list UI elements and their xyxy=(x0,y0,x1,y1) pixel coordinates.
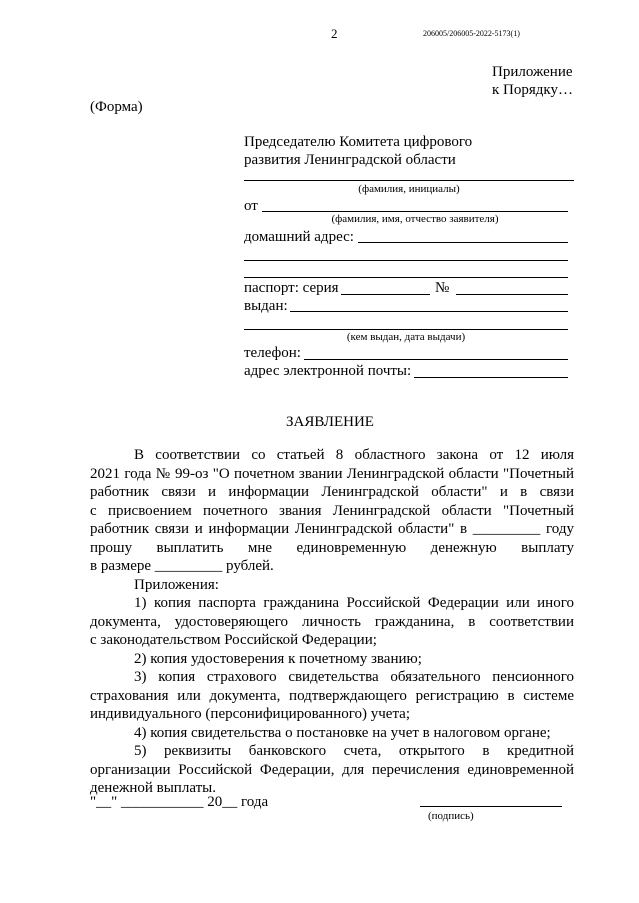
para1-line-2: 2021 года № 99-оз "О почетном звании Ленинградской области "Почетный xyxy=(90,465,574,482)
attachment-5-line-2: организации Российской Федерации, для перечисления единовременной xyxy=(90,761,574,778)
passport-series-line xyxy=(341,294,430,295)
hint-issued: (кем выдан, дата выдачи) xyxy=(346,331,466,343)
attachment-3-line-1: 3) копия страхового свидетельства обязательного пенсионного xyxy=(134,669,574,685)
addressee-name-line xyxy=(244,180,574,181)
issued-label: выдан: xyxy=(244,298,288,314)
email-label: адрес электронной почты: xyxy=(244,363,412,379)
passport-number-label: № xyxy=(435,280,450,296)
applicant-name-line xyxy=(262,211,568,212)
date-field: "__" ___________ 20__ года xyxy=(90,794,269,810)
para1-line-5: работник связи и информации Ленинградской области" в _________ году xyxy=(90,521,574,537)
phone-line xyxy=(304,359,568,360)
issued-line-2 xyxy=(244,329,568,330)
passport-number-line xyxy=(456,294,568,295)
passport-series-label: паспорт: серия xyxy=(244,280,339,296)
address-label: домашний адрес: xyxy=(244,229,354,245)
attachment-2: 2) копия удостоверения к почетному званию; xyxy=(134,650,422,667)
attachment-3-line-3: индивидуального (персонифицированного) учета; xyxy=(90,706,411,722)
attachment-3-line-2: страхования или документа, подтверждающего регистрацию в системе xyxy=(90,687,574,704)
attachment-1-line-3: с законодательством Российской Федерации; xyxy=(90,632,377,648)
para1-line-4: с присвоением почетного звания Ленинградской области "Почетный xyxy=(90,502,574,519)
addressee-line-2: развития Ленинградской области xyxy=(244,152,456,168)
phone-label: телефон: xyxy=(244,345,301,361)
hint-applicant-name: (фамилия, имя, отчество заявителя) xyxy=(331,213,499,225)
signature-line xyxy=(420,806,562,807)
attachment-4: 4) копия свидетельства о постановке на учет в налоговом органе; xyxy=(134,724,551,741)
attachment-1-line-2: документа, удостоверяющего личность гражданина, в соответствии xyxy=(90,613,574,630)
document-id: 206005/206005-2022-5173(1) xyxy=(423,29,520,38)
address-line-2 xyxy=(244,260,568,261)
attachment-1-line-1: 1) копия паспорта гражданина Российской Федерации или иного xyxy=(134,595,574,611)
para1-line-6: прошу выплатить мне единовременную денежную выплату xyxy=(90,539,574,556)
addressee-line-1: Председателю Комитета цифрового xyxy=(244,134,473,150)
page-number: 2 xyxy=(331,26,338,41)
document-title: ЗАЯВЛЕНИЕ xyxy=(286,414,374,430)
appendix-line-1: Приложение xyxy=(492,64,573,80)
email-line xyxy=(414,377,568,378)
para1-line-7: в размере _________ рублей. xyxy=(90,558,274,574)
address-line-1 xyxy=(358,242,568,243)
hint-addressee-name: (фамилия, инициалы) xyxy=(358,183,460,195)
address-line-3 xyxy=(244,277,568,278)
attachment-5-line-3: денежной выплаты. xyxy=(90,780,216,796)
para1-line-1: В соответствии со статьей 8 областного закона от 12 июля xyxy=(134,447,574,463)
signature-hint: (подпись) xyxy=(428,810,474,822)
attachments-label: Приложения: xyxy=(134,576,219,593)
issued-line-1 xyxy=(290,311,568,312)
appendix-line-2: к Порядку… xyxy=(492,82,573,98)
form-label: (Форма) xyxy=(90,99,143,115)
attachment-5-line-1: 5) реквизиты банковского счета, открытого в кредитной xyxy=(134,743,574,759)
para1-line-3: работник связи и информации Ленинградской области" и в связи xyxy=(90,484,574,500)
from-label: от xyxy=(244,198,258,214)
